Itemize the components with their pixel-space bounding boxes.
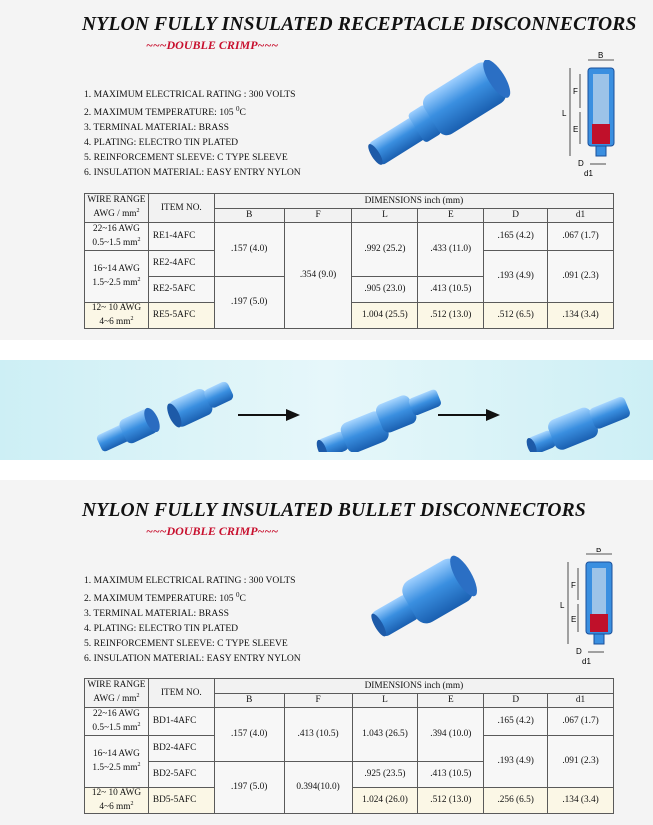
joining-connectors-photo	[308, 372, 448, 452]
diagram-label-B: B	[596, 548, 602, 554]
wire-range-cell: 12~ 10 AWG 4~6 $mm^2$	[85, 303, 149, 329]
wire-range-header: WIRE RANGE AWG / $mm^2$	[85, 679, 149, 708]
diagram-label-F: F	[571, 581, 576, 590]
diagram-label-d1: d1	[584, 169, 593, 178]
f-cell: .413 (10.5)	[284, 708, 352, 762]
receptacle-title: NYLON FULLY INSULATED RECEPTACLE DISCONNECTORS	[82, 14, 637, 35]
e-cell: .433 (11.0)	[418, 223, 484, 277]
col-header-b: B	[214, 694, 284, 708]
spec-item: 2. MAXIMUM TEMPERATURE: 105 $^0$C	[84, 591, 246, 605]
dimensions-header: DIMENSIONS inch (mm)	[214, 679, 613, 694]
item-no-cell: BD2-4AFC	[148, 736, 214, 762]
item-no-cell: RE1-4AFC	[148, 223, 214, 251]
item-no-cell: BD2-5AFC	[148, 762, 214, 788]
d1-cell: .091 (2.3)	[548, 251, 614, 303]
col-header-d1: d1	[548, 694, 614, 708]
col-header-d: D	[484, 209, 548, 223]
spec-item: 4. PLATING: ELECTRO TIN PLATED	[84, 137, 239, 149]
spec-item: 3. TERMINAL MATERIAL: BRASS	[84, 608, 229, 620]
receptacle-subtitle: ~~~DOUBLE CRIMP~~~	[146, 38, 279, 52]
d1-cell: .134 (3.4)	[548, 788, 614, 814]
bullet-dimension-diagram	[548, 548, 628, 668]
bullet-dimensions-table	[84, 678, 614, 814]
d-cell: .165 (4.2)	[484, 223, 548, 251]
d-cell: .256 (6.5)	[484, 788, 548, 814]
right-arrow-icon	[438, 408, 500, 422]
receptacle-spec-list	[84, 87, 301, 180]
wire-range-cell: 22~16 AWG 0.5~1.5 $mm^2$	[85, 708, 149, 736]
item-no-cell: RE2-5AFC	[148, 277, 214, 303]
l-cell: .992 (25.2)	[352, 223, 418, 277]
b-cell: .157 (4.0)	[214, 223, 284, 277]
right-arrow-icon	[238, 408, 300, 422]
wire-range-cell: 16~14 AWG 1.5~2.5 $mm^2$	[85, 251, 149, 303]
col-header-b: B	[214, 209, 284, 223]
item-no-cell: BD1-4AFC	[148, 708, 214, 736]
e-cell: .512 (13.0)	[418, 788, 484, 814]
f-cell: 0.394(10.0)	[284, 762, 352, 814]
item-no-cell: RE5-5AFC	[148, 303, 214, 329]
spec-item: 3. TERMINAL MATERIAL: BRASS	[84, 122, 229, 134]
spec-item: 6. INSULATION MATERIAL: EASY ENTRY NYLON	[84, 167, 301, 179]
bullet-title: NYLON FULLY INSULATED BULLET DISCONNECTORS	[82, 500, 586, 521]
wire-range-cell: 16~14 AWG 1.5~2.5 $mm^2$	[85, 736, 149, 788]
col-header-e: E	[418, 209, 484, 223]
item-no-header: ITEM NO.	[148, 679, 214, 708]
col-header-l: L	[352, 694, 418, 708]
wire-range-cell: 22~16 AWG 0.5~1.5 $mm^2$	[85, 223, 149, 251]
l-cell: .925 (23.5)	[352, 762, 418, 788]
col-header-d: D	[484, 694, 548, 708]
receptacle-dimensions-table	[84, 193, 614, 329]
col-header-e: E	[418, 694, 484, 708]
spec-item: 5. REINFORCEMENT SLEEVE: C TYPE SLEEVE	[84, 152, 288, 164]
spec-item: 1. MAXIMUM ELECTRICAL RATING : 300 VOLTS	[84, 89, 296, 100]
l-cell: .905 (23.0)	[352, 277, 418, 303]
l-cell: 1.024 (26.0)	[352, 788, 418, 814]
d1-cell: .067 (1.7)	[548, 708, 614, 736]
diagram-label-E: E	[571, 615, 577, 624]
e-cell: .394 (10.0)	[418, 708, 484, 762]
d-cell: .193 (4.9)	[484, 736, 548, 788]
diagram-label-d1: d1	[582, 657, 591, 666]
col-header-f: F	[284, 694, 352, 708]
e-cell: .413 (10.5)	[418, 277, 484, 303]
diagram-label-L: L	[562, 109, 567, 118]
dimensions-header: DIMENSIONS inch (mm)	[214, 194, 613, 209]
bullet-subtitle: ~~~DOUBLE CRIMP~~~	[146, 524, 279, 538]
diagram-label-D: D	[578, 159, 584, 168]
item-no-cell: BD5-5AFC	[148, 788, 214, 814]
d-cell: .193 (4.9)	[484, 251, 548, 303]
diagram-label-B: B	[598, 52, 604, 60]
bullet-spec-list	[84, 573, 301, 666]
spec-item: 6. INSULATION MATERIAL: EASY ENTRY NYLON	[84, 653, 301, 665]
bullet-connector-photo	[362, 548, 482, 648]
d1-cell: .134 (3.4)	[548, 303, 614, 329]
f-cell: .354 (9.0)	[284, 223, 352, 329]
spec-item: 4. PLATING: ELECTRO TIN PLATED	[84, 623, 239, 635]
diagram-label-E: E	[573, 125, 579, 134]
spec-item: 2. MAXIMUM TEMPERATURE: 105 $^0$C	[84, 105, 246, 119]
wire-range-header: WIRE RANGE AWG / $mm^2$	[85, 194, 149, 223]
d1-cell: .067 (1.7)	[548, 223, 614, 251]
l-cell: 1.004 (25.5)	[352, 303, 418, 329]
diagram-label-D: D	[576, 647, 582, 656]
d-cell: .165 (4.2)	[484, 708, 548, 736]
d1-cell: .091 (2.3)	[548, 736, 614, 788]
diagram-label-F: F	[573, 87, 578, 96]
e-cell: .413 (10.5)	[418, 762, 484, 788]
receptacle-connector-photo	[355, 60, 525, 175]
l-cell: 1.043 (26.5)	[352, 708, 418, 762]
item-no-cell: RE2-4AFC	[148, 251, 214, 277]
item-no-header: ITEM NO.	[148, 194, 214, 223]
wire-range-cell: 12~ 10 AWG 4~6 $mm^2$	[85, 788, 149, 814]
d-cell: .512 (6.5)	[484, 303, 548, 329]
table-row	[85, 223, 614, 251]
b-cell: .157 (4.0)	[214, 708, 284, 762]
spec-item: 5. REINFORCEMENT SLEEVE: C TYPE SLEEVE	[84, 638, 288, 650]
separated-connectors-photo	[88, 370, 238, 455]
spec-item: 1. MAXIMUM ELECTRICAL RATING : 300 VOLTS	[84, 575, 296, 586]
col-header-f: F	[284, 209, 352, 223]
b-cell: .197 (5.0)	[214, 277, 284, 329]
b-cell: .197 (5.0)	[214, 762, 284, 814]
table-row	[85, 708, 614, 736]
receptacle-dimension-diagram	[550, 52, 630, 180]
assembled-connector-photo	[518, 372, 638, 452]
diagram-label-L: L	[560, 601, 565, 610]
col-header-d1: d1	[548, 209, 614, 223]
col-header-l: L	[352, 209, 418, 223]
e-cell: .512 (13.0)	[418, 303, 484, 329]
